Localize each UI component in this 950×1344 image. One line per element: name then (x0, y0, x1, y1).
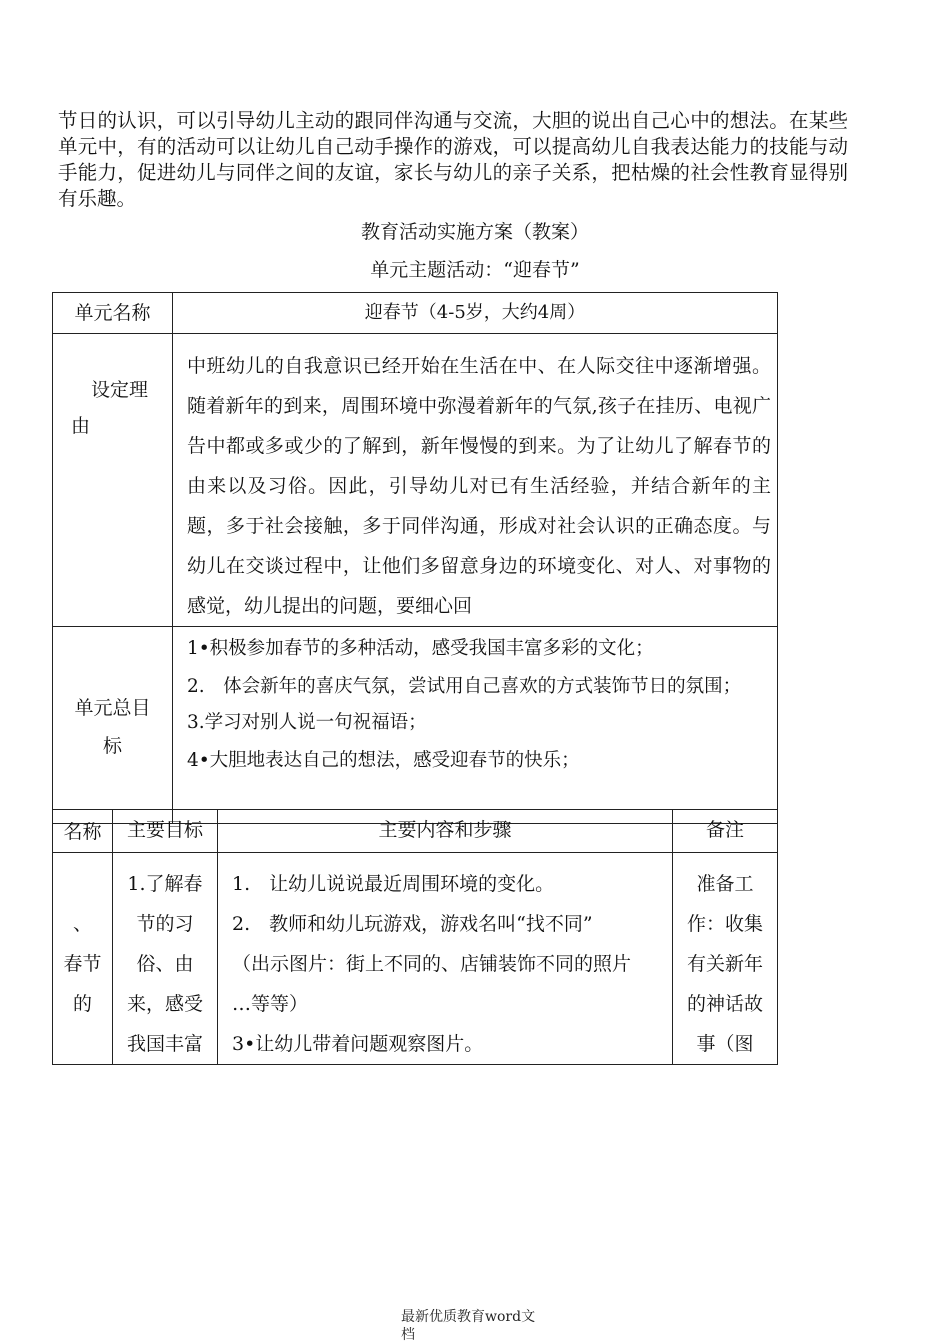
activity-name-cell (53, 853, 113, 1065)
activity-step: 3•让幼儿带着问题观察图片。 (232, 1033, 484, 1055)
activity-note-line: 事（图 (696, 1033, 754, 1055)
goals-label-line2: 标 (102, 735, 122, 757)
activity-name-line: 的 (72, 993, 92, 1015)
activity-note-line: 有关新年 (686, 953, 763, 975)
header-content: 主要内容和步骤 (218, 810, 673, 853)
unit-name-label: 单元名称 (53, 293, 173, 334)
activity-step: （出示图片：街上不同的、店铺装饰不同的照片 (232, 953, 632, 975)
footer-line: 档 (401, 1327, 415, 1343)
header-goal: 主要目标 (113, 810, 218, 853)
goals-list (173, 627, 778, 824)
header-name: 名称 (53, 810, 113, 853)
goal-item: 3.学习对别人说一句祝福语； (187, 712, 427, 733)
intro-paragraph: 节日的认识，可以引导幼儿主动的跟同伴沟通与交流，大胆的说出自己心中的想法。在某些单元中，有的活动可以让幼儿自己动手操作的游戏，可以提高幼儿自我表达能力的技能与动手能力，促进幼儿与同伴之间的友谊，家长与幼儿的亲子关系，把枯燥的社会性教育显得别有乐趣。 (58, 109, 848, 210)
footer-line: 最新优质教育word文 (401, 1309, 536, 1325)
rationale-paragraph: 中班幼儿的自我意识已经开始在生活在中、在人际交往中逐渐增强。随着新年的到来，周围环境中弥漫着新年的气氛,孩子在挂历、电视广告中都或多或少的了解到，新年慢慢的到来。为了让幼儿了解春节的由来以及习俗。因此，引导幼儿对已有生活经验，并结合新年的主题，多于社会接触，多于同伴沟通，形成对社会认识的正确态度。与幼儿在交谈过程中，让他们多留意身边的环境变化、对人、对事物的感觉，幼儿提出的问题，要细心回 (187, 355, 771, 617)
activity-steps-cell (218, 853, 673, 1065)
rationale-label-line2: 由 (71, 415, 91, 437)
intro-section (58, 108, 848, 212)
activity-goal-line: 我国丰富 (126, 1033, 203, 1055)
rationale-row (53, 334, 778, 627)
unit-overview-table (52, 292, 778, 824)
goals-label-line1: 单元总目 (74, 697, 151, 719)
activity-name-line: 、 (72, 913, 92, 935)
rationale-text (173, 334, 778, 627)
activity-goal-line: 1.了解春 (127, 873, 203, 895)
activity-step: 2. 教师和幼儿玩游戏，游戏名叫“找不同” (232, 913, 593, 935)
document-title: 教育活动实施方案（教案） (360, 221, 589, 243)
unit-name-value: 迎春节（4-5岁，大约4周） (173, 293, 778, 334)
activity-note-cell (673, 853, 778, 1065)
activity-note-line: 的神话故 (686, 993, 763, 1015)
activity-name-line (53, 864, 112, 904)
goal-item: 2. 体会新年的喜庆气氛，尝试用自己喜欢的方式装饰节日的氛围； (187, 676, 742, 697)
unit-theme-title: 单元主题活动：“迎春节” (370, 259, 580, 281)
activity-step: 1. 让幼儿说说最近周围环境的变化。 (232, 873, 555, 895)
activity-goal-line: 节的习 (136, 913, 194, 935)
activity-step: …等等） (232, 993, 309, 1015)
activity-note-line: 准备工 (696, 873, 754, 895)
activity-name-line: 春节 (63, 953, 102, 975)
header-note: 备注 (673, 810, 778, 853)
goal-item: 1•积极参加春节的多种活动，感受我国丰富多彩的文化； (187, 638, 654, 659)
activity-row (53, 853, 778, 1065)
activity-note-line: 作：收集 (686, 913, 763, 935)
page-footer (401, 1308, 551, 1344)
activity-goal-cell (113, 853, 218, 1065)
activity-header-row (53, 810, 778, 853)
unit-name-row (53, 293, 778, 334)
goals-row (53, 627, 778, 824)
rationale-label (53, 334, 173, 627)
activity-goal-line: 来，感受 (126, 993, 203, 1015)
goals-label (53, 627, 173, 824)
activity-table (52, 809, 778, 1065)
rationale-label-line1: 设定理 (91, 379, 149, 401)
goal-item: 4•大胆地表达自己的想法，感受迎春节的快乐； (187, 750, 580, 771)
activity-goal-line: 俗、由 (136, 953, 194, 975)
